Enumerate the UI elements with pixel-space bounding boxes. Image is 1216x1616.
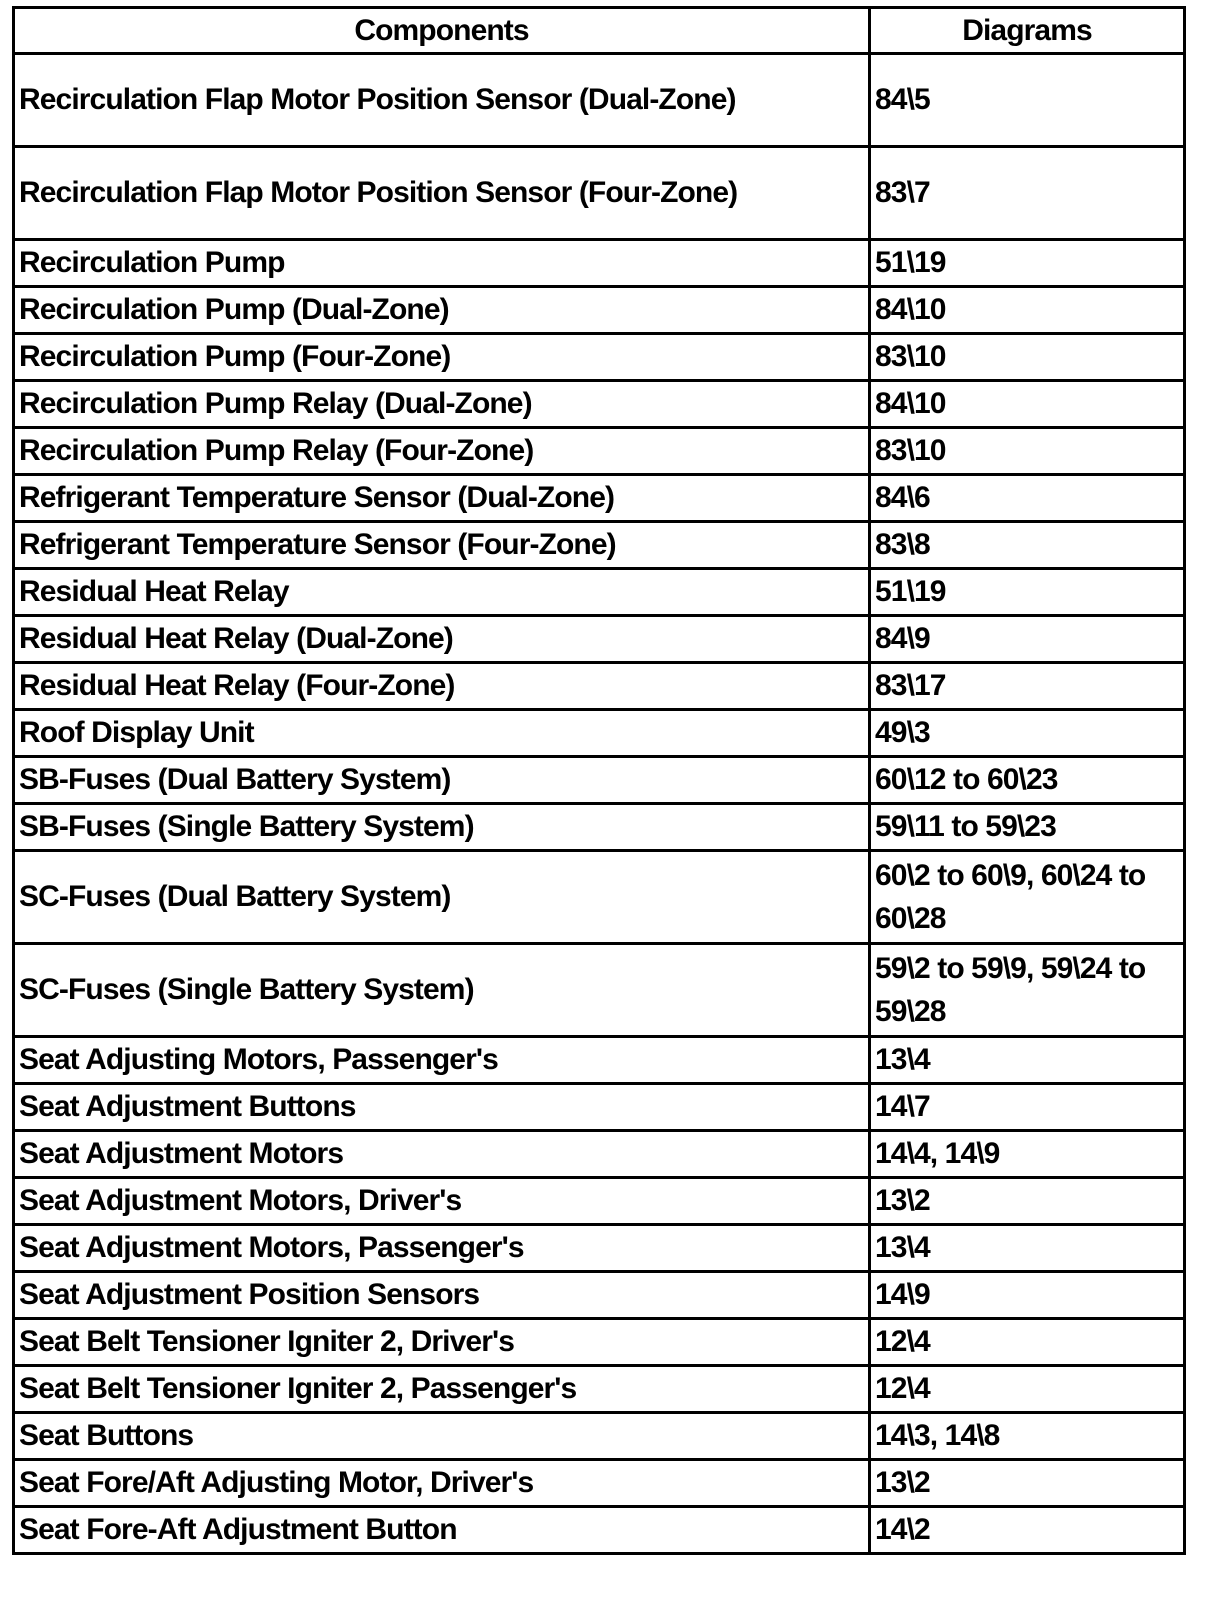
- diagram-cell: 84\5: [870, 54, 1185, 147]
- table-row: [14, 804, 1185, 851]
- diagram-cell: 13\4: [870, 1037, 1185, 1084]
- table-row: [14, 710, 1185, 757]
- table-row: [14, 569, 1185, 616]
- component-cell: SC-Fuses (Dual Battery System): [14, 851, 870, 944]
- component-cell: Seat Buttons: [14, 1413, 870, 1460]
- table-row: [14, 757, 1185, 804]
- diagram-cell: 14\4, 14\9: [870, 1131, 1185, 1178]
- table-row: [14, 240, 1185, 287]
- component-cell: Recirculation Pump (Four-Zone): [14, 334, 870, 381]
- diagram-cell: 59\11 to 59\23: [870, 804, 1185, 851]
- component-cell: Recirculation Pump: [14, 240, 870, 287]
- table-row: [14, 1178, 1185, 1225]
- diagram-cell: 14\9: [870, 1272, 1185, 1319]
- table-row: [14, 428, 1185, 475]
- component-cell: Roof Display Unit: [14, 710, 870, 757]
- diagram-cell: 51\19: [870, 569, 1185, 616]
- table-row: [14, 334, 1185, 381]
- diagram-cell: 84\10: [870, 287, 1185, 334]
- diagram-cell: 14\7: [870, 1084, 1185, 1131]
- component-cell: Seat Adjustment Motors: [14, 1131, 870, 1178]
- table-row: [14, 1507, 1185, 1554]
- diagram-cell: 83\8: [870, 522, 1185, 569]
- table-row: [14, 1413, 1185, 1460]
- component-cell: Refrigerant Temperature Sensor (Dual-Zone): [14, 475, 870, 522]
- table-row: [14, 1319, 1185, 1366]
- diagram-cell: 60\12 to 60\23: [870, 757, 1185, 804]
- component-cell: Seat Fore-Aft Adjustment Button: [14, 1507, 870, 1554]
- component-diagram-table: [12, 6, 1186, 1555]
- diagram-cell: 83\10: [870, 334, 1185, 381]
- diagram-cell: 14\3, 14\8: [870, 1413, 1185, 1460]
- diagram-cell: 60\2 to 60\9, 60\24 to 60\28: [870, 851, 1185, 944]
- table-row: [14, 616, 1185, 663]
- diagram-cell: 49\3: [870, 710, 1185, 757]
- component-cell: Seat Adjustment Motors, Passenger's: [14, 1225, 870, 1272]
- component-cell: SC-Fuses (Single Battery System): [14, 944, 870, 1037]
- component-cell: Residual Heat Relay: [14, 569, 870, 616]
- table-row: [14, 1084, 1185, 1131]
- diagram-cell: 83\17: [870, 663, 1185, 710]
- table-row: [14, 851, 1185, 944]
- diagram-cell: 84\9: [870, 616, 1185, 663]
- component-cell: Seat Adjustment Position Sensors: [14, 1272, 870, 1319]
- diagram-cell: 84\10: [870, 381, 1185, 428]
- table-row: [14, 1037, 1185, 1084]
- component-cell: Seat Adjustment Motors, Driver's: [14, 1178, 870, 1225]
- component-diagram-table-wrapper: [12, 6, 1186, 1555]
- table-row: [14, 287, 1185, 334]
- table-row: [14, 1460, 1185, 1507]
- diagram-cell: 12\4: [870, 1319, 1185, 1366]
- component-cell: Refrigerant Temperature Sensor (Four-Zone): [14, 522, 870, 569]
- table-row: [14, 475, 1185, 522]
- component-cell: Seat Adjustment Buttons: [14, 1084, 870, 1131]
- component-cell: Seat Fore/Aft Adjusting Motor, Driver's: [14, 1460, 870, 1507]
- table-row: [14, 1225, 1185, 1272]
- component-cell: Seat Belt Tensioner Igniter 2, Driver's: [14, 1319, 870, 1366]
- table-row: [14, 663, 1185, 710]
- table-row: [14, 1131, 1185, 1178]
- table-row: [14, 944, 1185, 1037]
- diagram-cell: 51\19: [870, 240, 1185, 287]
- diagram-cell: 59\2 to 59\9, 59\24 to 59\28: [870, 944, 1185, 1037]
- component-cell: Residual Heat Relay (Dual-Zone): [14, 616, 870, 663]
- diagram-cell: 13\2: [870, 1460, 1185, 1507]
- component-cell: Seat Adjusting Motors, Passenger's: [14, 1037, 870, 1084]
- table-row: [14, 1366, 1185, 1413]
- component-cell: Recirculation Pump Relay (Dual-Zone): [14, 381, 870, 428]
- component-cell: SB-Fuses (Single Battery System): [14, 804, 870, 851]
- table-row: [14, 381, 1185, 428]
- component-cell: Residual Heat Relay (Four-Zone): [14, 663, 870, 710]
- diagram-cell: 83\10: [870, 428, 1185, 475]
- component-cell: Recirculation Pump Relay (Four-Zone): [14, 428, 870, 475]
- component-cell: Recirculation Flap Motor Position Sensor (Dual-Zone): [14, 54, 870, 147]
- diagrams-header: Diagrams: [870, 8, 1185, 54]
- table-row: [14, 522, 1185, 569]
- component-cell: SB-Fuses (Dual Battery System): [14, 757, 870, 804]
- diagram-cell: 12\4: [870, 1366, 1185, 1413]
- diagram-cell: 14\2: [870, 1507, 1185, 1554]
- component-cell: Recirculation Flap Motor Position Sensor (Four-Zone): [14, 147, 870, 240]
- diagram-cell: 13\4: [870, 1225, 1185, 1272]
- component-cell: Recirculation Pump (Dual-Zone): [14, 287, 870, 334]
- components-header: Components: [14, 8, 870, 54]
- diagram-cell: 13\2: [870, 1178, 1185, 1225]
- table-row: [14, 147, 1185, 240]
- component-cell: Seat Belt Tensioner Igniter 2, Passenger's: [14, 1366, 870, 1413]
- table-row: [14, 54, 1185, 147]
- diagram-cell: 84\6: [870, 475, 1185, 522]
- diagram-cell: 83\7: [870, 147, 1185, 240]
- header-row: [14, 8, 1185, 54]
- table-row: [14, 1272, 1185, 1319]
